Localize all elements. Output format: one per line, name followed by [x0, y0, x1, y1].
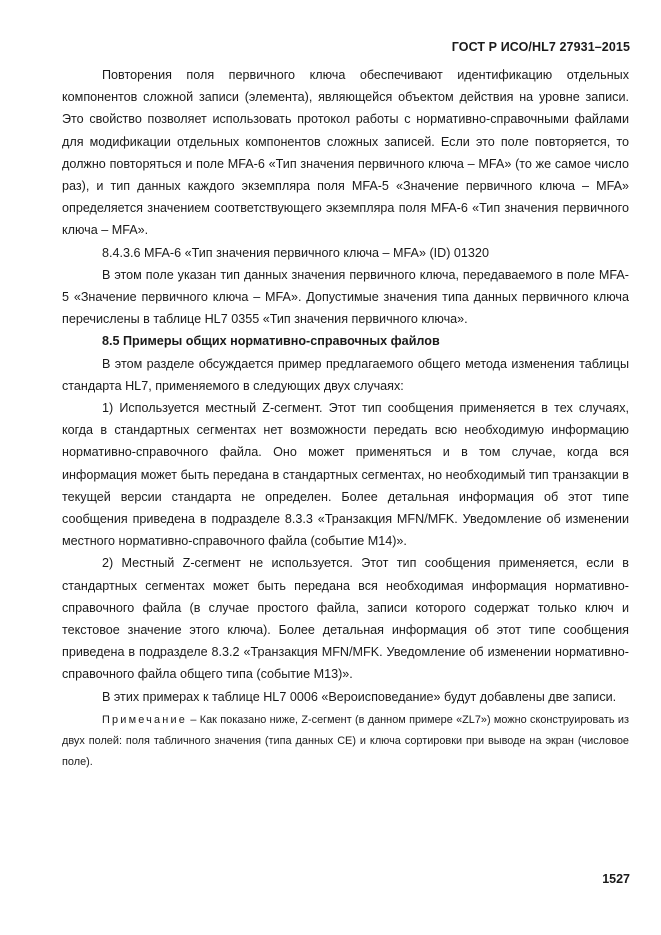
- paragraph-case-2: 2) Местный Z-сегмент не используется. Этот тип сообщения применяется, если в стандартных сегментах может быть передана вся необходимая информация нормативно-справочного файла (в случае простого файла, записи которого содержат только ключ и текстовое значение этого ключа). Более детальная информация об этот типе сообщения приведена в подразделе 8.3.2 «Транзакция MFN/MFK. Уведомление об изменении нормативно-справочного файла общего типа (событие M13)».: [62, 556, 629, 682]
- note-label: Примечание: [102, 713, 188, 726]
- paragraph-case-1: 1) Используется местный Z-сегмент. Этот тип сообщения применяется в тех случаях, когда в стандартных сегментах нет возможности передать всю необходимую информацию нормативно-справочного файла. Оно может применяться и в том случае, когда вся информация может быть передана в стандартных сегментах, но необходимый тип транзакции в текущей версии стандарта не определен. Более детальная информация об этот типе сообщения приведена в подразделе 8.3.3 «Транзакция MFN/MFK. Уведомление об изменении местного нормативно-справочного файла (событие M14)».: [62, 401, 629, 549]
- note-paragraph: [62, 710, 629, 773]
- paragraph-examples: В этих примерах к таблице HL7 0006 «Вероисповедание» будут добавлены две записи.: [102, 689, 617, 704]
- section-heading-8-5: 8.5 Примеры общих нормативно-справочных файлов: [102, 334, 440, 349]
- document-header: ГОСТ Р ИСО/HL7 27931–2015: [451, 40, 630, 54]
- document-body: [62, 64, 629, 773]
- page-number: 1527: [602, 872, 630, 886]
- subsection-heading-mfa6: 8.4.3.6 MFA-6 «Тип значения первичного ключа – MFA» (ID) 01320: [102, 245, 489, 260]
- paragraph-section-intro: В этом разделе обсуждается пример предлагаемого общего метода изменения таблицы стандарта HL7, применяемого в следующих двух случаях:: [62, 356, 629, 393]
- note-text: – Как показано ниже, Z-сегмент (в данном примере «ZL7») можно сконструировать из двух полей: поля табличного значения (типа данных CE) и ключа сортировки при выводе на экран (числовое поле).: [62, 713, 629, 768]
- paragraph-primary-key-repetitions: Повторения поля первичного ключа обеспечивают идентификацию отдельных компонентов сложной записи (элемента), являющейся объектом действия на уровне записи. Это свойство позволяет использовать протокол работы с нормативно-справочными файлами для модификации отдельных компонентов сложных записей. Если это поле повторяется, то должно повторяться и поле MFA-6 «Тип значения первичного ключа – MFA» (то же самое число раз), и тип данных каждого экземпляра поля MFA-5 «Значение первичного ключа – MFA» определяется значением соответствующего экземпляра поля MFA-6 «Тип значения первичного ключа – MFA».: [62, 68, 629, 238]
- paragraph-mfa6-description: В этом поле указан тип данных значения первичного ключа, передаваемого в поле MFA-5 «Значение первичного ключа – MFA». Допустимые значения типа данных первичного ключа перечислены в таблице HL7 0355 «Тип значения первичного ключа».: [62, 267, 629, 327]
